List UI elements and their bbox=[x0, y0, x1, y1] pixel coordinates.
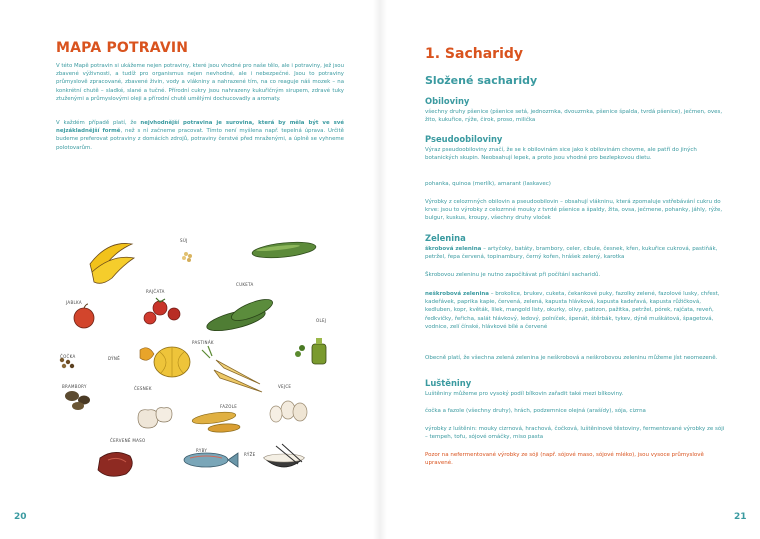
text-obecne-plati: Obecně platí, že všechna zelená zelenina je neškrobová a neškrobovou zeleninu můžeme jíst neomezeně. bbox=[425, 355, 718, 361]
text-lusteniny-vyrobky: výrobky z luštěnin: mouky cizrnová, hrachová, čočková, luštěninové těstoviny, fermentované výrobky ze sóji – tempeh, tofu, sójové omáčky, miso pasta bbox=[425, 426, 725, 441]
heading-pseudoobiloviny: Pseudoobiloviny bbox=[425, 134, 503, 144]
label-rajcata: RAJČATA bbox=[146, 289, 165, 294]
section-heading: Složené sacharidy bbox=[425, 74, 538, 87]
label-ryby: RYBY bbox=[196, 448, 208, 453]
label-kroupy: SÚJ bbox=[180, 238, 188, 243]
parsnip-icon bbox=[202, 346, 262, 392]
fish-icon bbox=[184, 453, 238, 467]
label-brambory: BRAMBORY bbox=[62, 384, 87, 389]
principle-text-start: V každém případě platí, že bbox=[56, 120, 141, 126]
text-neskrobova-zelenina bbox=[425, 290, 725, 331]
lentils-icon bbox=[60, 358, 74, 368]
right-page-title: 1. Sacharidy bbox=[425, 46, 524, 62]
banana-icon bbox=[90, 243, 134, 283]
potato-icon bbox=[65, 391, 90, 410]
label-vejce: VEJCE bbox=[278, 384, 292, 389]
left-page-number: 20 bbox=[14, 512, 27, 522]
apple-icon bbox=[74, 304, 94, 328]
pumpkin-icon bbox=[140, 347, 190, 377]
principle-paragraph bbox=[56, 119, 344, 152]
label-pastinak: PASTINÁK bbox=[192, 340, 214, 345]
label-cocka: ČOČKA bbox=[60, 354, 76, 359]
text-celozrnne-vyrobky: Výrobky z celozrnných obilovin a pseudoobilovin – obsahují vlákninu, která zpomaluje vstřebávání cukru do krve: jsou to výrobky z celozrnné mouky z tvrdé pšenice a špaldy, žita, ovsa, ječmene, pohanky, jáhly, rýže, bulgur, kuskus, kroupy, všechny druhy vloček bbox=[425, 199, 723, 222]
label-cuketa: CUKETA bbox=[236, 282, 254, 287]
cucumber-icon bbox=[251, 240, 316, 261]
label-fazole: FAZOLE bbox=[220, 404, 238, 409]
oil-bottle-icon bbox=[295, 338, 326, 364]
rice-bowl-icon bbox=[264, 444, 304, 467]
left-page-title: MAPA POTRAVIN bbox=[56, 40, 189, 56]
garlic-icon bbox=[138, 408, 172, 428]
red-meat-icon bbox=[98, 452, 132, 476]
tomato-icon bbox=[144, 298, 180, 324]
label-jablka: JABLKA bbox=[66, 300, 82, 305]
right-page-number: 21 bbox=[734, 512, 747, 522]
beans-icon bbox=[192, 410, 241, 433]
text-pseudoobiloviny: Výraz pseudoobiloviny značí, že se k obilovinám sice jako k obilovinám chovme, ale patří do jiných botanických skupin. Neobsahují lepek, a proto jsou vhodné pro bezlepkovou dietu. bbox=[425, 147, 697, 162]
label-maso: ČERVENÉ MASO bbox=[110, 438, 146, 443]
principle-text-end: , než s ní začneme pracovat. Tímto není myšlena např. tepelná úprava. Určitě budeme preferovat potraviny z domácích zdrojů, potraviny čerstvé před mraženými, a úplně se vyhneme polotovarům. bbox=[56, 128, 344, 151]
label-dyne: DÝNĚ bbox=[108, 356, 121, 361]
text-obiloviny: všechny druhy pšenice (pšenice setá, jednozrnka, dvouzrnka, pšenice špalda, tvrdá pšenice), ječmen, oves, žito, kukuřice, rýže, čirok, proso, milička bbox=[425, 109, 723, 124]
text-lusteniny-list: čočka a fazole (všechny druhy), hrách, podzemnice olejná (arašídy), sója, cizrna bbox=[425, 408, 646, 414]
barley-grains-icon bbox=[182, 252, 192, 262]
text-skrobova-zelenina bbox=[425, 245, 725, 261]
skrobova-label: škrobová zelenina bbox=[425, 246, 482, 252]
book-gutter bbox=[373, 0, 387, 539]
food-map-illustration bbox=[48, 232, 348, 502]
text-lusteniny-intro: Luštěniny můžeme pro vysoký podíl bílkovin zařadit také mezi bílkoviny. bbox=[425, 391, 624, 397]
text-skrobova-note: Škrobovou zeleninu je nutno započítávat při počítání sacharidů. bbox=[425, 272, 601, 278]
principle-highlight: nejvhodnější potravina je surovina, která by měla být ve své nejzákladnější formě bbox=[56, 120, 344, 135]
label-cesnek: ČESNEK bbox=[134, 386, 152, 391]
zucchini-icon bbox=[205, 295, 275, 335]
label-ryze: RÝŽE bbox=[244, 452, 256, 457]
heading-obiloviny: Obiloviny bbox=[425, 96, 470, 106]
eggs-icon bbox=[270, 401, 307, 422]
intro-paragraph: V této Mapě potravin si ukážeme nejen potraviny, které jsou vhodné pro naše tělo, ale i potraviny, jež jsou zbavené výživnosti, a tudíž pro organismus nejen nevhodné, ale i nebezpečné. Jsou to potraviny průmyslově zpracované, zbavené živin, vody a vlákniny a nahrazené tím, na co reaguje náš mozek – na konkrétní chutě – sladké, slané a tučné. Přírodní cukry jsou nahrazeny kukuřičným sirupem, zdravé tuky ztuženými a průmyslovými oleji a přírodní chutě umělými dochucovadly a aromaty. bbox=[56, 63, 344, 102]
neskrobova-label: neškrobová zelenina bbox=[425, 291, 489, 297]
soy-warning: Pozor na nefermentované výrobky ze sóji (např. sójové maso, sójové mléko), jsou vysoce průmyslově upravené. bbox=[425, 452, 704, 467]
skrobova-list: – artyčoky, batáty, brambory, celer, cibule, česnek, křen, kukuřice cukrová, pastiňák, petržel, řepa červená, topinambury, černý kořen, hrášek zelený, karotka bbox=[425, 246, 718, 261]
label-oleje: OLEJ bbox=[316, 318, 327, 323]
heading-zelenina: Zelenina bbox=[425, 233, 466, 243]
neskrobova-list: – brokolice, brukev, cuketa, čekankové puky, fazolky zelené, fazolové lusky, chřest, kadeřávek, paprika kapie, červená, zelená, kapusta hlávková, kapusta kadeřavá, kapusta růžičková, kedluben, kopr, květák, lilek, mangold listy, okurky, olivy, patizon, pažitka, petržel, pórek, rajčata, reveň, ředkvičky, řeřicha, salát hlávkový, ledový, polníček, špenát, štěrbák, tykev, dýně muškátová, špagetová, vodnice, zelí čínské, hlávkové bílé a červené bbox=[425, 291, 720, 330]
heading-lusteniny: Luštěniny bbox=[425, 378, 472, 388]
text-pseudoobiloviny-list: pohanka, quinoa (merlík), amarant (laskavec) bbox=[425, 181, 551, 187]
